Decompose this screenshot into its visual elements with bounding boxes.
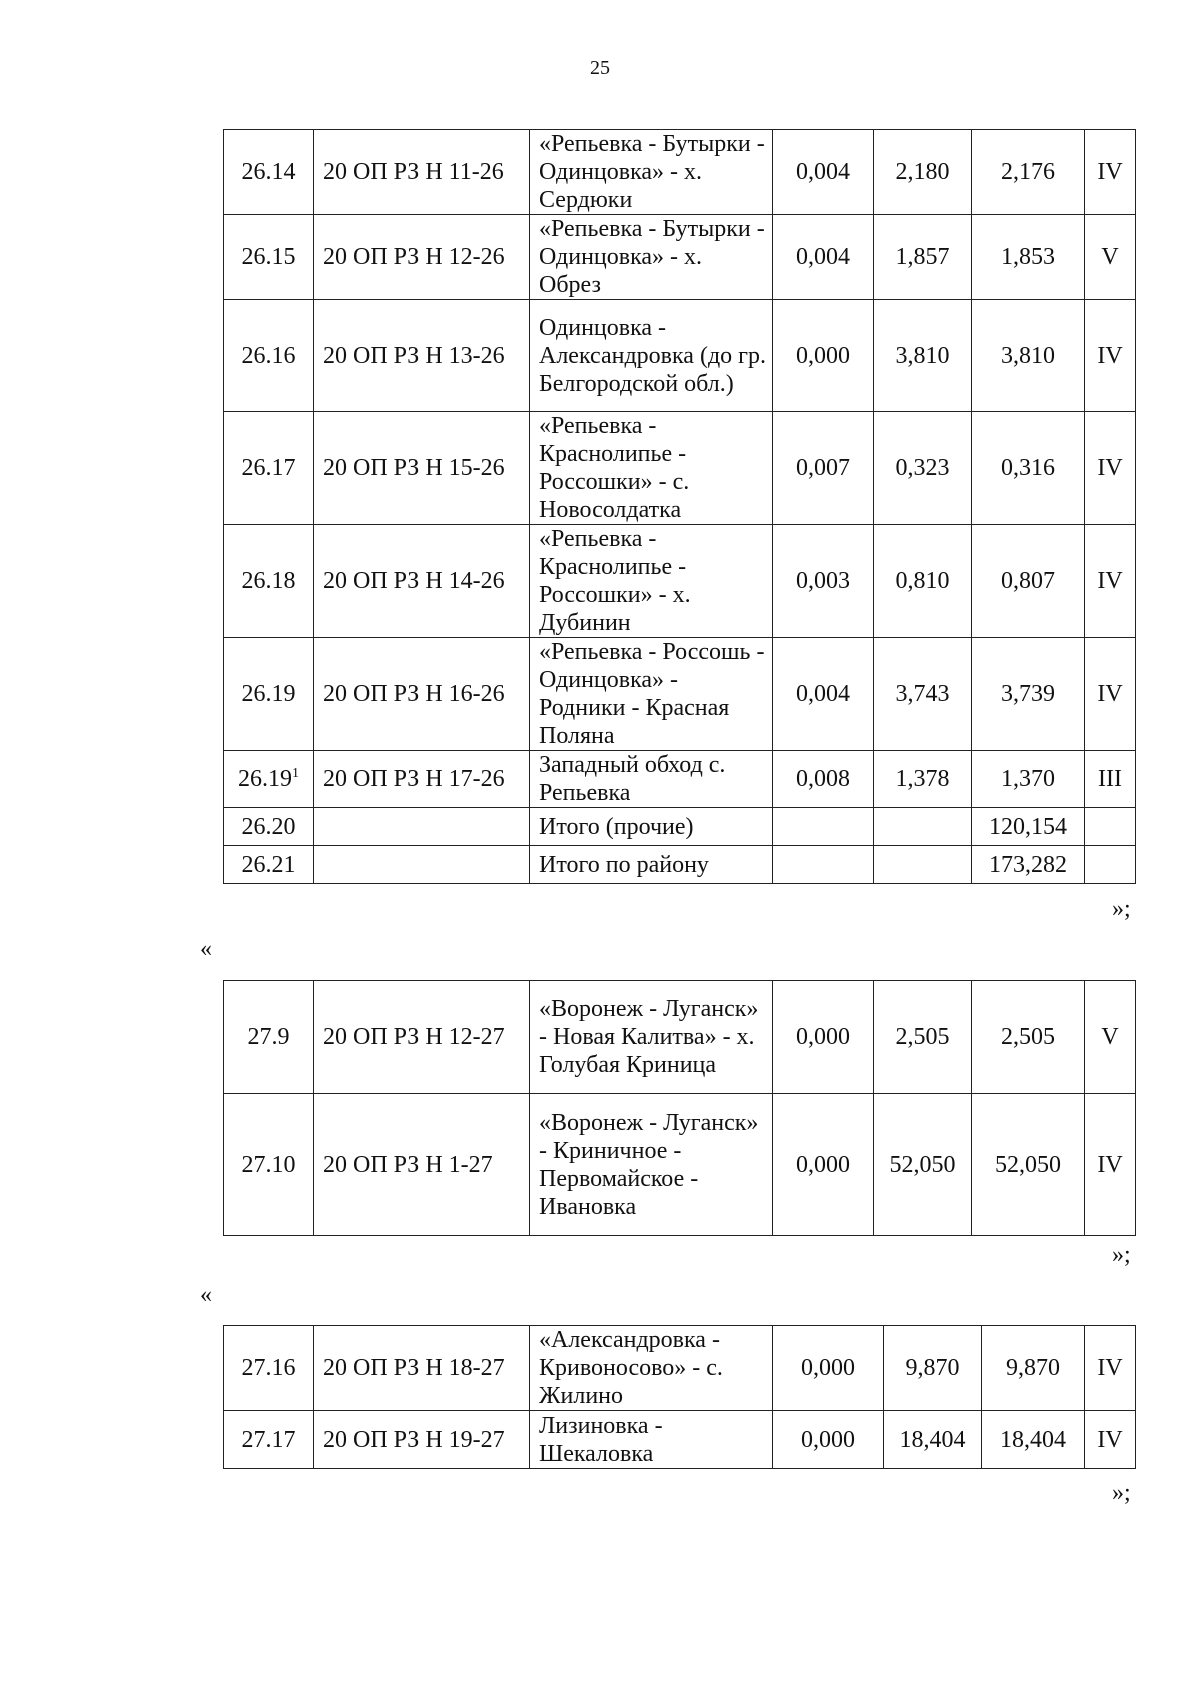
row-number: 26.16 (224, 300, 314, 412)
road-category: III (1085, 751, 1136, 808)
road-table-2 (223, 980, 1136, 1236)
end-km: 9,870 (884, 1326, 982, 1411)
end-km: 52,050 (874, 1094, 972, 1236)
road-table-1 (223, 129, 1136, 884)
end-km: 2,505 (874, 981, 972, 1094)
start-km: 0,000 (773, 300, 874, 412)
row-number: 27.16 (224, 1326, 314, 1411)
road-category: IV (1085, 300, 1136, 412)
road-name: Лизиновка - Шекаловка (530, 1411, 773, 1469)
start-km: 0,004 (773, 130, 874, 215)
start-km (773, 808, 874, 846)
end-km (874, 808, 972, 846)
road-name: «Воронеж - Луганск» - Новая Калитва» - х. Голубая Криница (530, 981, 773, 1094)
length-km: 0,316 (972, 412, 1085, 525)
table-row (224, 130, 1136, 215)
road-name: Итого по району (530, 846, 773, 884)
row-number: 26.15 (224, 215, 314, 300)
row-number: 26.17 (224, 412, 314, 525)
length-km: 2,505 (972, 981, 1085, 1094)
end-km (874, 846, 972, 884)
closing-quote-mark: »; (1112, 1242, 1131, 1268)
row-number: 27.17 (224, 1411, 314, 1469)
row-number: 27.9 (224, 981, 314, 1094)
start-km: 0,000 (773, 1326, 884, 1411)
road-category: V (1085, 215, 1136, 300)
road-code: 20 ОП РЗ Н 11-26 (314, 130, 530, 215)
table-row (224, 1094, 1136, 1236)
end-km: 0,323 (874, 412, 972, 525)
row-number: 26.20 (224, 808, 314, 846)
road-name: «Александровка - Кривоносово» - с. Жилино (530, 1326, 773, 1411)
table-row (224, 525, 1136, 638)
road-code (314, 846, 530, 884)
road-name: «Воронеж - Луганск» - Криничное - Первомайское - Ивановка (530, 1094, 773, 1236)
start-km (773, 846, 874, 884)
end-km: 3,810 (874, 300, 972, 412)
start-km: 0,000 (773, 981, 874, 1094)
row-number-superscript: 1 (292, 766, 299, 781)
road-code: 20 ОП РЗ Н 15-26 (314, 412, 530, 525)
road-category: IV (1085, 130, 1136, 215)
road-code: 20 ОП РЗ Н 1-27 (314, 1094, 530, 1236)
end-km: 1,378 (874, 751, 972, 808)
table-row (224, 981, 1136, 1094)
table-row (224, 1326, 1136, 1411)
road-category: IV (1085, 1411, 1136, 1469)
road-name: Западный обход с. Репьевка (530, 751, 773, 808)
road-name: «Репьевка - Краснолипье - Россошки» - с. Новосолдатка (530, 412, 773, 525)
closing-quote-mark: »; (1112, 1480, 1131, 1506)
start-km: 0,000 (773, 1411, 884, 1469)
road-table-3 (223, 1325, 1136, 1469)
road-category: IV (1085, 525, 1136, 638)
road-name: «Репьевка - Краснолипье - Россошки» - х. Дубинин (530, 525, 773, 638)
row-number-main: 26.19 (238, 766, 292, 792)
start-km: 0,003 (773, 525, 874, 638)
road-code: 20 ОП РЗ Н 18-27 (314, 1326, 530, 1411)
length-km: 9,870 (982, 1326, 1085, 1411)
table-row (224, 300, 1136, 412)
closing-quote-mark: »; (1112, 896, 1131, 922)
length-km: 3,810 (972, 300, 1085, 412)
road-category: IV (1085, 1094, 1136, 1236)
row-number: 26.18 (224, 525, 314, 638)
row-number: 26.19 (224, 638, 314, 751)
table-row (224, 638, 1136, 751)
table-row (224, 808, 1136, 846)
opening-quote-mark: « (200, 936, 212, 962)
end-km: 3,743 (874, 638, 972, 751)
start-km: 0,007 (773, 412, 874, 525)
row-number: 26.14 (224, 130, 314, 215)
road-category: IV (1085, 412, 1136, 525)
start-km: 0,008 (773, 751, 874, 808)
table-row (224, 846, 1136, 884)
road-code: 20 ОП РЗ Н 13-26 (314, 300, 530, 412)
road-category: V (1085, 981, 1136, 1094)
road-name: «Репьевка - Россошь - Одинцовка» - Родники - Красная Поляна (530, 638, 773, 751)
road-code: 20 ОП РЗ Н 16-26 (314, 638, 530, 751)
end-km: 0,810 (874, 525, 972, 638)
road-category (1085, 808, 1136, 846)
row-number: 26.21 (224, 846, 314, 884)
length-km: 1,370 (972, 751, 1085, 808)
road-code: 20 ОП РЗ Н 14-26 (314, 525, 530, 638)
start-km: 0,004 (773, 638, 874, 751)
end-km: 1,857 (874, 215, 972, 300)
road-code (314, 808, 530, 846)
length-km: 173,282 (972, 846, 1085, 884)
start-km: 0,000 (773, 1094, 874, 1236)
length-km: 18,404 (982, 1411, 1085, 1469)
length-km: 0,807 (972, 525, 1085, 638)
length-km: 120,154 (972, 808, 1085, 846)
row-number (224, 751, 314, 808)
length-km: 3,739 (972, 638, 1085, 751)
length-km: 1,853 (972, 215, 1085, 300)
length-km: 52,050 (972, 1094, 1085, 1236)
start-km: 0,004 (773, 215, 874, 300)
road-code: 20 ОП РЗ Н 12-27 (314, 981, 530, 1094)
end-km: 2,180 (874, 130, 972, 215)
row-number: 27.10 (224, 1094, 314, 1236)
road-category: IV (1085, 638, 1136, 751)
road-category: IV (1085, 1326, 1136, 1411)
table-row (224, 1411, 1136, 1469)
end-km: 18,404 (884, 1411, 982, 1469)
length-km: 2,176 (972, 130, 1085, 215)
table-row (224, 215, 1136, 300)
road-code: 20 ОП РЗ Н 19-27 (314, 1411, 530, 1469)
road-name: Итого (прочие) (530, 808, 773, 846)
road-name: «Репьевка - Бутырки - Одинцовка» - х. Сердюки (530, 130, 773, 215)
road-name: «Репьевка - Бутырки - Одинцовка» - х. Обрез (530, 215, 773, 300)
road-category (1085, 846, 1136, 884)
table-row (224, 412, 1136, 525)
table-row (224, 751, 1136, 808)
opening-quote-mark: « (200, 1282, 212, 1308)
road-name: Одинцовка - Александровка (до гр. Белгородской обл.) (530, 300, 773, 412)
road-code: 20 ОП РЗ Н 12-26 (314, 215, 530, 300)
road-code: 20 ОП РЗ Н 17-26 (314, 751, 530, 808)
page-number: 25 (590, 57, 610, 79)
